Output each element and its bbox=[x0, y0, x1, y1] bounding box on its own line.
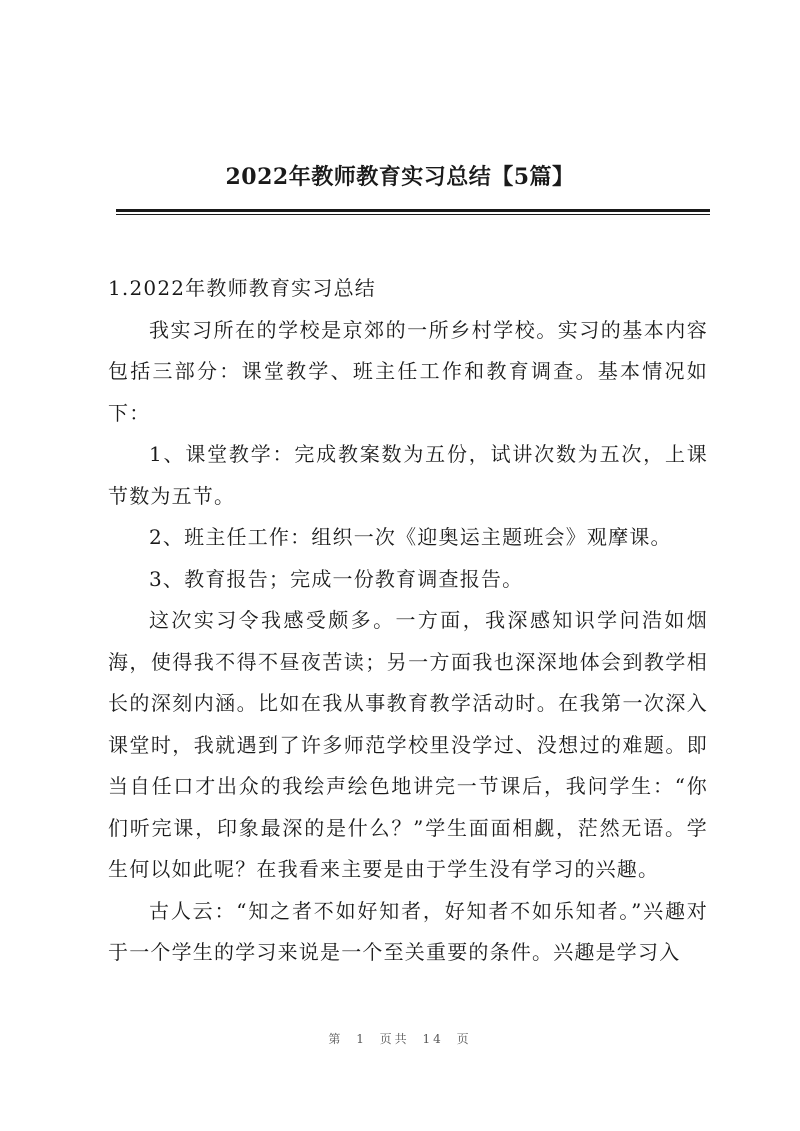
document-title: 2022年教师教育实习总结【5篇】 bbox=[225, 164, 575, 190]
paragraph-item-3: 3、教育报告；完成一份教育调查报告。 bbox=[149, 566, 524, 591]
paragraph-intro: 我实习所在的学校是京郊的一所乡村学校。实习的基本内容包括三部分：课堂教学、班主任工作和教育调查。基本情况如下： bbox=[108, 317, 708, 425]
document-body bbox=[108, 268, 708, 974]
section-heading: 1.2022年教师教育实习总结 bbox=[108, 276, 376, 300]
page-footer: 第 1 页共 14 页 bbox=[328, 1032, 472, 1046]
title-underline-thick bbox=[116, 209, 710, 212]
paragraph-item-2: 2、班主任工作：组织一次《迎奥运主题班会》观摩课。 bbox=[149, 525, 672, 549]
paragraph-reflection: 这次实习令我感受颇多。一方面，我深感知识学问浩如烟海，使得我不得不昼夜苦读；另一方面我也深深地体会到教学相长的深刻内涵。比如在我从事教育教学活动时。在我第一次深入课堂时，我就遇到了许多师范学校里没学过、没想过的难题。即当自任口才出众的我绘声绘色地讲完一节课后，我问学生：“你们听完课，印象最深的是什么？”学生面面相觑，茫然无语。学生何以如此呢？在我看来主要是由于学生没有学习的兴趣。 bbox=[108, 608, 708, 881]
title-underline-thin bbox=[116, 214, 710, 215]
paragraph-item-1: 1、课堂教学：完成教案数为五份，试讲次数为五次，上课节数为五节。 bbox=[108, 442, 708, 508]
paragraph-quote: 古人云：“知之者不如好知者，好知者不如乐知者。”兴趣对于一个学生的学习来说是一个至关重要的条件。兴趣是学习入 bbox=[108, 898, 708, 964]
